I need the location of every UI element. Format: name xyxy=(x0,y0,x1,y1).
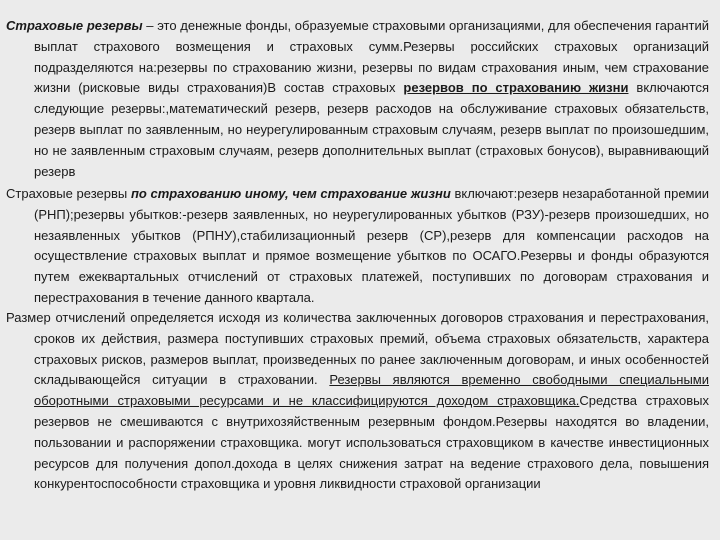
paragraph-insurance-reserves-definition xyxy=(6,16,709,182)
paragraph-text: включают:резерв незаработанной премии (РНП);резервы убытков:-резерв заявленных, но неурегулированных убытков (РЗУ)-резерв произошедших, но незаявленных убытков (РПНУ),стабилизационный резерв (СР),резерв для компенсации расходов на осуществление страховых выплат и прямое возмещение убытков по ОСАГО.Резервы и фонды образуются путем ежеквартальных отчислений от страховых платежей, поступивших по договорам страхования и перестрахования в течение данного квартала. xyxy=(34,186,710,305)
paragraph-text: Размер отчислений определяется исходя из количества заключенных договоров страхования и перестрахования, сроков их действия, размера поступивших страховых премий, объема страховых обязательств, характера страховых рисков, размеров выплат, произведенных по ранее заключенным договорам, и иных особенностей складывающейся ситуации в страховании. xyxy=(6,310,709,388)
paragraph-text: – это денежные фонды, образуемые страховыми организациями, для обеспечения гарантий выплат страхового возмещения и страховых сумм.Резервы российских страховых организаций подразделяются на:резервы по страхованию жизни, резервы по видам страхования иным, чем страхование жизни (рисковые виды страхования)В состав страховых xyxy=(34,18,709,96)
underlined-statement: Резервы являются временно свободными специальными оборотными страховыми ресурсами и не классифицируются доходом страховщика. xyxy=(34,372,709,409)
term-non-life-insurance: по страхованию иному, чем страхование жизни xyxy=(130,186,451,201)
paragraph-text: включаются следующие резервы:,математический резерв, резерв расходов на обслуживание страховых обязательств, резерв выплат по заявленным, но неурегулированным страховым случаям, резерв выплат по произошедшим, но не заявленным страховым случаям, резерв дополнительных выплат (страховых бонусов), выравнивающий резерв xyxy=(34,80,710,179)
term-life-insurance-reserves: резервов по страхованию жизни xyxy=(403,80,629,96)
paragraph-lead: Страховые резервы xyxy=(6,186,131,201)
paragraph-deductions-size xyxy=(6,308,709,495)
paragraph-non-life-reserves xyxy=(6,184,709,309)
term-insurance-reserves: Страховые резервы xyxy=(6,18,143,33)
paragraph-text: Средства страховых резервов не смешиваются с внутрихозяйственным резервным фондом.Резервы находятся во владении, пользовании и распоряжении страховщика. могут использоваться страховщиком в качестве инвестиционных ресурсов для получения допол.дохода в целях снижения затрат на ведение страхового дела, повышения конкурентоспособности страховщика и уровня ликвидности страховой организации xyxy=(34,393,710,492)
